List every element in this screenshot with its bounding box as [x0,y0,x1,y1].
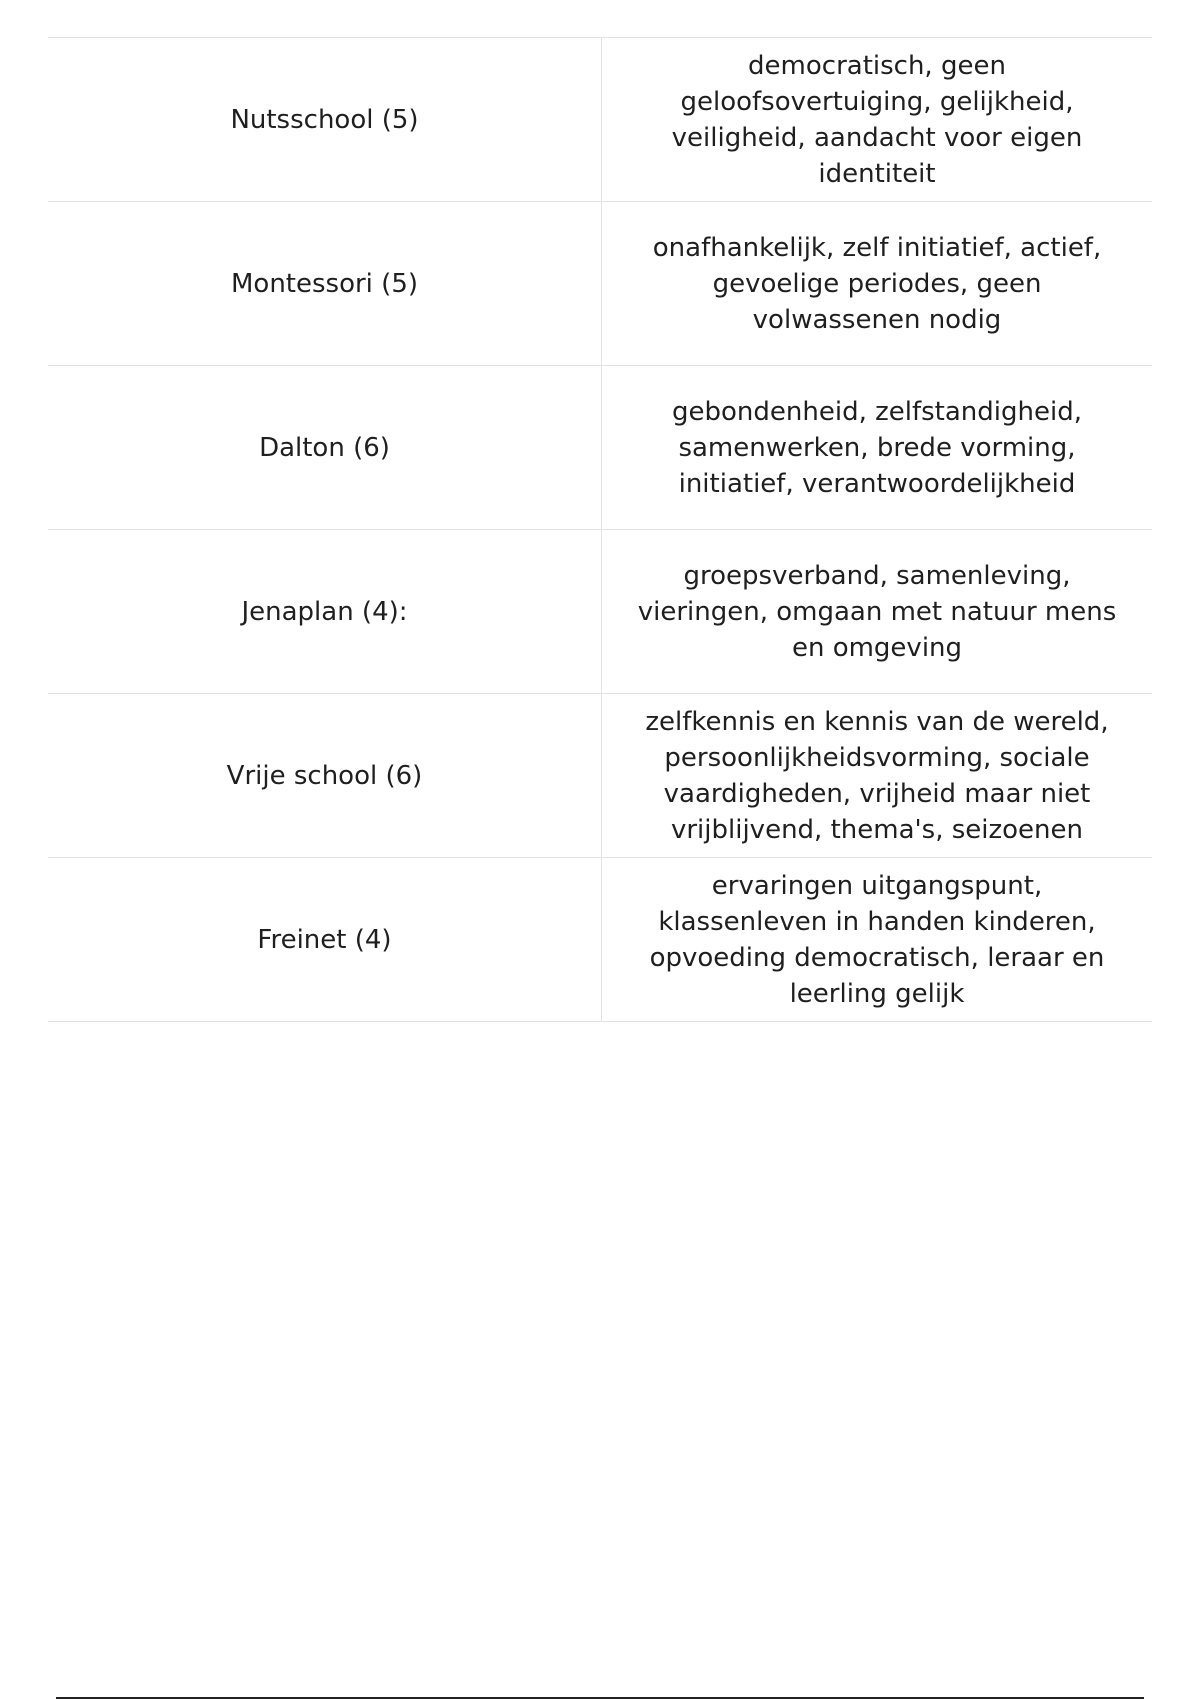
school-name-cell: Vrije school (6) [48,694,602,857]
table-row [48,366,1152,530]
table-row [48,38,1152,202]
footer-divider [56,1697,1144,1699]
table-row [48,858,1152,1022]
school-name-cell: Freinet (4) [48,858,602,1021]
table-row [48,202,1152,366]
table-row [48,694,1152,858]
school-name-cell: Nutsschool (5) [48,38,602,201]
school-name-cell: Dalton (6) [48,366,602,529]
school-values-table [48,37,1152,1022]
school-values-cell: democratisch, geen geloofsovertuiging, gelijkheid, veiligheid, aandacht voor eigen identiteit [671,50,1083,189]
school-name-cell: Jenaplan (4): [48,530,602,693]
school-values-cell: gebondenheid, zelfstandigheid, samenwerken, brede vorming, initiatief, verantwoordelijkheid [672,396,1082,499]
school-values-cell: groepsverband, samenleving, vieringen, omgaan met natuur mens en omgeving [637,560,1117,663]
school-values-cell: onafhankelijk, zelf initiatief, actief, gevoelige periodes, geen volwassenen nodig [652,232,1102,335]
school-values-cell: zelfkennis en kennis van de wereld, persoonlijkheidsvorming, sociale vaardigheden, vrijheid maar niet vrijblijvend, thema's, seizoenen [645,706,1109,845]
school-name-cell: Montessori (5) [48,202,602,365]
table-row [48,530,1152,694]
school-values-cell: ervaringen uitgangspunt, klassenleven in handen kinderen, opvoeding democratisch, leraar en leerling gelijk [649,870,1105,1009]
